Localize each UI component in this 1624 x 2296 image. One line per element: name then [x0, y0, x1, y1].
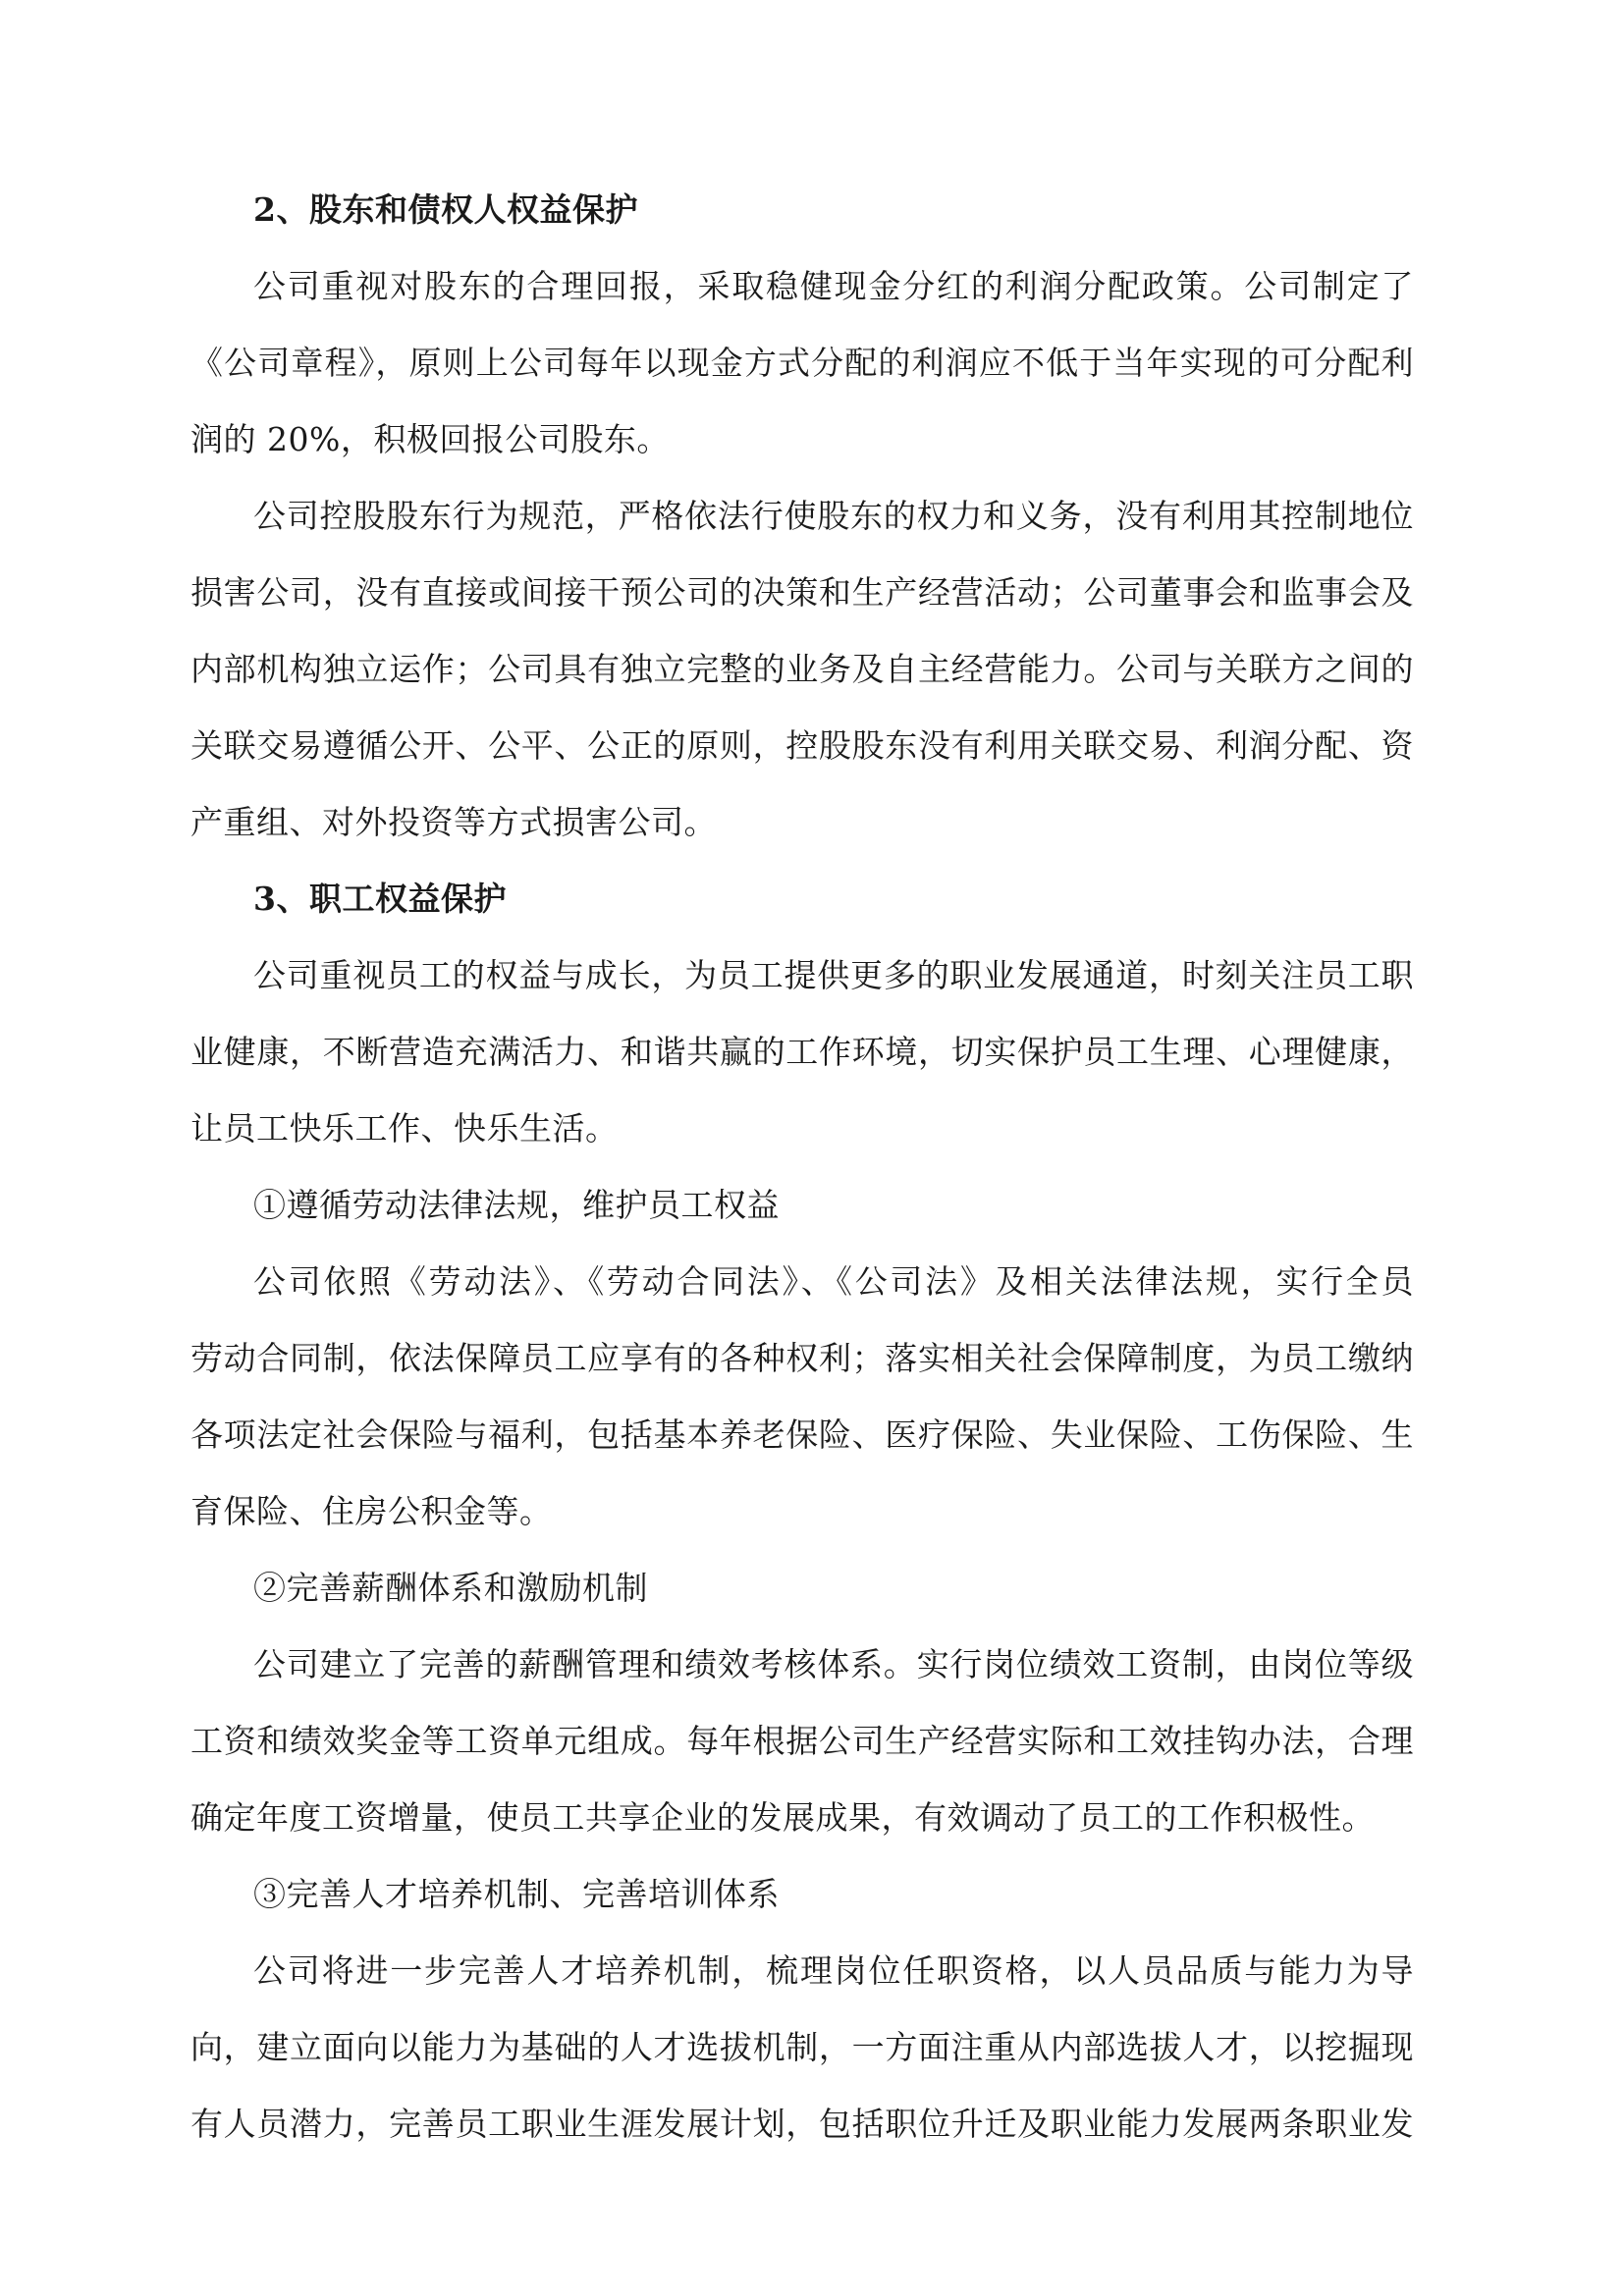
paragraph-line: 损害公司，没有直接或间接干预公司的决策和生产经营活动；公司董事会和监事会及 — [190, 573, 1414, 612]
section-heading-employees: 3、职工权益保护 — [253, 880, 507, 918]
subsection-heading-compensation: ②完善薪酬体系和激励机制 — [253, 1569, 648, 1607]
paragraph-line: 有人员潜力，完善员工职业生涯发展计划，包括职位升迁及职业能力发展两条职业发 — [190, 2105, 1414, 2143]
subsection-heading-labor-law: ①遵循劳动法律法规，维护员工权益 — [253, 1186, 780, 1224]
paragraph-line: 公司依照《劳动法》、《劳动合同法》、《公司法》及相关法律法规，实行全员 — [253, 1262, 1414, 1301]
paragraph-line: 各项法定社会保险与福利，包括基本养老保险、医疗保险、失业保险、工伤保险、生 — [190, 1415, 1414, 1454]
subsection-heading-talent: ③完善人才培养机制、完善培训体系 — [253, 1875, 780, 1913]
paragraph-line: 公司重视员工的权益与成长，为员工提供更多的职业发展通道，时刻关注员工职 — [253, 956, 1414, 994]
section-heading-shareholders: 2、股东和债权人权益保护 — [253, 190, 638, 229]
paragraph-line: 业健康，不断营造充满活力、和谐共赢的工作环境，切实保护员工生理、心理健康， — [190, 1033, 1414, 1071]
paragraph-line: 向，建立面向以能力为基础的人才选拔机制，一方面注重从内部选拔人才，以挖掘现 — [190, 2028, 1414, 2066]
paragraph-line: 育保险、住房公积金等。 — [190, 1492, 553, 1530]
paragraph-line: 公司控股股东行为规范，严格依法行使股东的权力和义务，没有利用其控制地位 — [253, 497, 1414, 535]
paragraph-line: 《公司章程》，原则上公司每年以现金方式分配的利润应不低于当年实现的可分配利 — [190, 344, 1414, 382]
paragraph-line: 工资和绩效奖金等工资单元组成。每年根据公司生产经营实际和工效挂钩办法，合理 — [190, 1722, 1414, 1760]
paragraph-line: 劳动合同制，依法保障员工应享有的各种权利；落实相关社会保障制度，为员工缴纳 — [190, 1339, 1414, 1377]
paragraph-line: 润的 20%，积极回报公司股东。 — [190, 420, 670, 458]
paragraph-line: 让员工快乐工作、快乐生活。 — [190, 1109, 619, 1148]
paragraph-line: 公司重视对股东的合理回报，采取稳健现金分红的利润分配政策。公司制定了 — [253, 267, 1414, 305]
paragraph-line: 内部机构独立运作；公司具有独立完整的业务及自主经营能力。公司与关联方之间的 — [190, 650, 1414, 688]
paragraph-line: 公司建立了完善的薪酬管理和绩效考核体系。实行岗位绩效工资制，由岗位等级 — [253, 1645, 1414, 1683]
paragraph-line: 产重组、对外投资等方式损害公司。 — [190, 803, 717, 841]
paragraph-line: 公司将进一步完善人才培养机制，梳理岗位任职资格，以人员品质与能力为导 — [253, 1951, 1414, 1990]
paragraph-line: 确定年度工资增量，使员工共享企业的发展成果，有效调动了员工的工作积极性。 — [190, 1798, 1375, 1837]
paragraph-line: 关联交易遵循公开、公平、公正的原则，控股股东没有利用关联交易、利润分配、资 — [190, 726, 1414, 765]
